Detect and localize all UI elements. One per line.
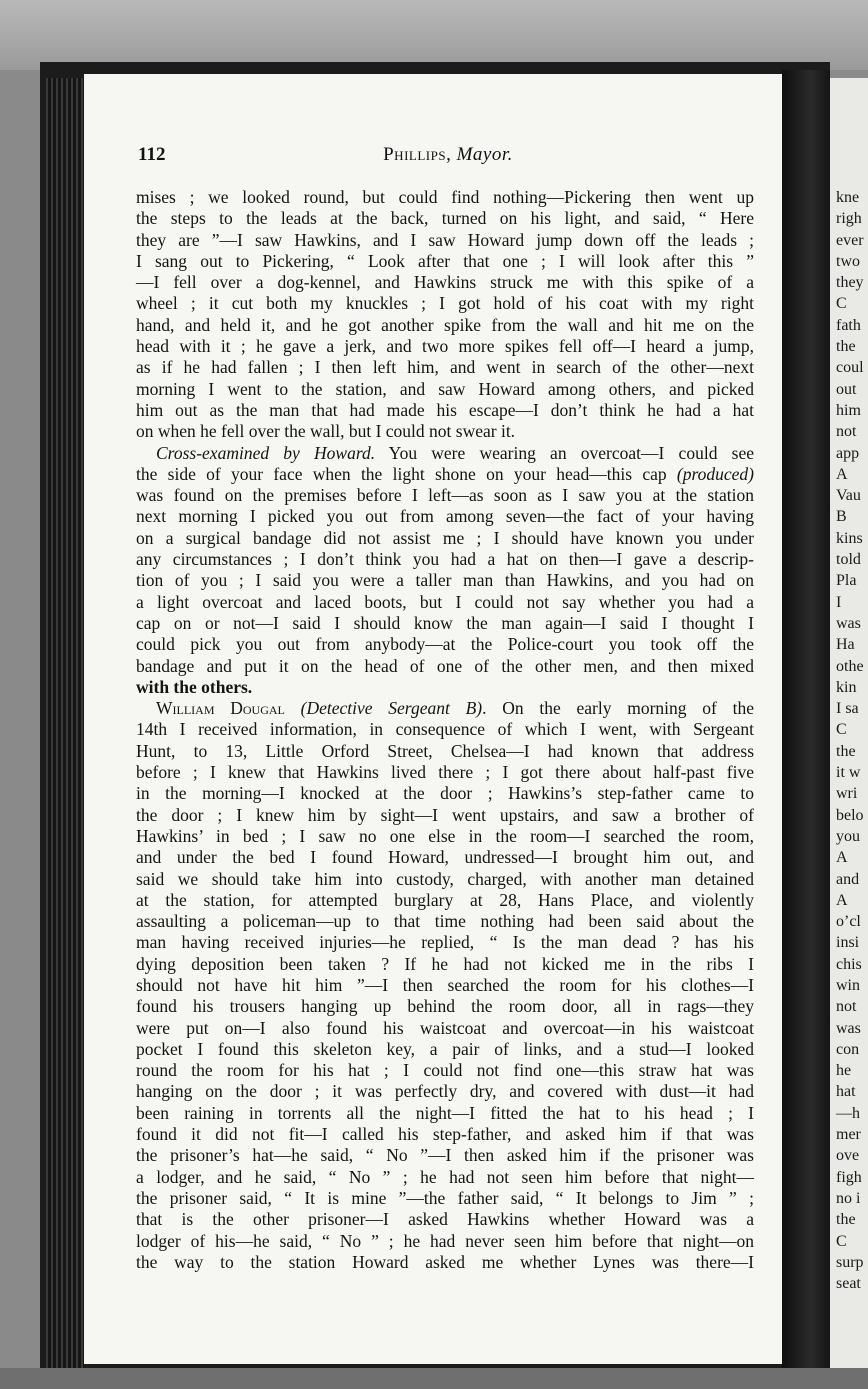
text-line: next morning I picked you out from among seven—the fact of your having <box>136 506 754 527</box>
right-page-fragment: coul <box>836 359 864 377</box>
text-line: morning I went to the station, and saw Howard among others, and picked <box>136 378 754 399</box>
text-line: round the room for his hat ; I could not find one—this straw hat was <box>136 1060 754 1081</box>
right-page-fragment: told <box>836 551 861 569</box>
right-page-fragment: I sa <box>836 700 859 718</box>
right-page-fragment: and <box>836 870 860 888</box>
text-line: dying deposition been taken ? If he had not kicked me in the ribs I <box>136 953 754 974</box>
text-line: in the morning—I knocked at the door ; Hawkins’s step-father came to <box>136 783 754 804</box>
right-page-fragment: chis <box>836 955 862 973</box>
right-page-fragment: the <box>836 1211 856 1229</box>
text-line: on when he fell over the wall, but I could not swear it. <box>136 421 516 442</box>
right-page-fragment: ever <box>836 231 864 249</box>
text-line: that is the other prisoner—I asked Hawkins whether Howard was a <box>136 1209 754 1230</box>
right-page-fragment: —h <box>836 1104 860 1122</box>
text-line: hanging on the door ; it was perfectly dry, and covered with dust—it had <box>136 1081 754 1102</box>
text-line: a lodger, and he said, “ No ” ; he had not seen him before that night— <box>136 1166 754 1187</box>
right-page-fragment: othe <box>836 657 864 675</box>
text-line: with the others. <box>136 676 253 697</box>
right-page-fragment: the <box>836 338 856 356</box>
text-line: hand, and held it, and he got another spike from the wall and hit me on the <box>136 314 754 335</box>
text-line: Hawkins’ in bed ; I saw no one else in the room—I searched the room, <box>136 825 754 846</box>
text-line: was found on the premises before I left—as soon as I saw you at the station <box>136 485 754 506</box>
right-page-fragment: was <box>836 614 861 632</box>
text-line: the steps to the leads at the back, turned on his light, and said, “ Here <box>136 208 754 229</box>
text-line: —I fell over a dog-kennel, and Hawkins struck me with this spike of a <box>136 272 754 293</box>
text-line: on a surgical bandage did not assist me ; I should have known you under <box>136 527 754 548</box>
text-line: bandage and put it on the head of one of the other men, and then mixed <box>136 655 754 676</box>
running-head <box>138 144 758 166</box>
right-page-fragment: A <box>836 465 848 483</box>
text-line: William Dougal (Detective Sergeant B). On the early morning of the <box>156 698 754 719</box>
scan-background-top <box>0 0 868 70</box>
right-page-fragment: C <box>836 721 847 739</box>
text-line: pocket I found this skeleton key, a pair of links, and a stud—I looked <box>136 1038 754 1059</box>
text-line: mises ; we looked round, but could find nothing—Pickering then went up <box>136 187 754 207</box>
right-page-fragment: it w <box>836 764 861 782</box>
right-page-fragment: he <box>836 1062 852 1080</box>
right-page-fragment: Ha <box>836 636 855 654</box>
text-line: Hunt, to 13, Little Orford Street, Chelsea—I had known that address <box>136 740 754 761</box>
text-line: as if he had fallen ; I then left him, and went in search of the other—next <box>136 357 754 378</box>
text-line: the door ; I knew him by sight—I went upstairs, and saw a brother of <box>136 804 754 825</box>
right-page-fragment: belo <box>836 806 864 824</box>
text-line: were put on—I also found his waistcoat and overcoat—in his waistcoat <box>136 1017 754 1038</box>
right-page-fragment: figh <box>836 1168 862 1186</box>
right-page-fragment: out <box>836 380 857 398</box>
right-page-fragment: the <box>836 742 856 760</box>
right-page-fragment: ove <box>836 1147 860 1165</box>
text-line: cap on or not—I said I should know the man again—I said I thought I <box>136 612 754 633</box>
text-line: any circumstances ; I don’t think you had a hat on then—I gave a descrip- <box>136 549 754 570</box>
running-head-name: Phillips, <box>383 144 452 165</box>
right-page-fragment: o’cl <box>836 913 861 931</box>
right-page-fragment: A <box>836 891 848 909</box>
book-gutter <box>782 70 830 1370</box>
page-number: 112 <box>138 144 166 165</box>
right-page-text <box>836 187 868 1294</box>
text-line: lodger of his—he said, “ No ” ; he had never seen him before that night—on <box>136 1230 754 1251</box>
right-page-fragment: surp <box>836 1253 864 1271</box>
text-line: found it did not fit—I called his step-father, and asked him if that was <box>136 1124 754 1145</box>
right-page-fragment: they <box>836 274 864 292</box>
text-line: been raining in torrents all the night—I fitted the hat to his head ; I <box>136 1102 754 1123</box>
right-page-fragment: kin <box>836 678 857 696</box>
text-line: could pick you out from anybody—at the Police-court you took off the <box>136 634 754 655</box>
text-line: 14th I received information, in consequence of which I went, with Sergeant <box>136 719 754 740</box>
text-line: at the station, for attempted burglary at 28, Hans Place, and violently <box>136 889 754 910</box>
right-page-fragment: no i <box>836 1189 861 1207</box>
right-page-fragment: wri <box>836 785 858 803</box>
text-line: the way to the station Howard asked me whether Lynes was there—I <box>136 1251 754 1272</box>
text-line: the prisoner’s hat—he said, “ No ”—I then asked him if the prisoner was <box>136 1145 754 1166</box>
right-page-fragment: righ <box>836 210 862 228</box>
right-page-fragment: A <box>836 849 848 867</box>
text-line: Cross-examined by Howard. You were wearing an overcoat—I could see <box>156 442 754 463</box>
text-line: they are ”—I saw Hawkins, and I saw Howard jump down off the leads ; <box>136 229 754 250</box>
text-line: wheel ; it cut both my knuckles ; I got hold of his coat with my right <box>136 293 754 314</box>
right-page-fragment: kne <box>836 189 860 206</box>
page-edges <box>46 78 84 1368</box>
text-line: assaulting a policeman—up to that time nothing had been said about the <box>136 911 754 932</box>
right-page-fragment: not <box>836 998 857 1016</box>
text-line: him out as the man that had made his escape—I don’t think he had a hat <box>136 399 754 420</box>
right-page-fragment: con <box>836 1040 860 1058</box>
right-page-fragment: mer <box>836 1126 861 1144</box>
right-page-fragment: was <box>836 1019 861 1037</box>
running-head-title: Mayor. <box>456 144 513 165</box>
text-line: said we should take him into custody, charged, with another man detained <box>136 868 754 889</box>
right-page-fragment: seat <box>836 1275 861 1293</box>
text-line: before ; I knew that Hawkins lived there ; I got there about half-past five <box>136 762 754 783</box>
right-page-fragment: hat <box>836 1083 856 1101</box>
right-page-fragment: not <box>836 423 857 441</box>
right-page-fragment: him <box>836 401 861 419</box>
scan-background-bottom <box>0 1368 868 1389</box>
body-text <box>136 187 754 1273</box>
right-page-fragment: app <box>836 444 860 462</box>
right-page-fragment: win <box>836 976 860 994</box>
right-page-fragment: I <box>836 593 842 611</box>
right-page-fragment: you <box>836 827 860 845</box>
text-line: I sang out to Pickering, “ Look after that one ; I will look after this ” <box>136 250 754 271</box>
right-page-fragment: Vau <box>836 487 861 505</box>
page-header <box>138 144 758 174</box>
right-page-fragment: Pla <box>836 572 857 590</box>
text-line: tion of you ; I said you were a taller man than Hawkins, and you had on <box>136 570 754 591</box>
text-line: a light overcoat and laced boots, but I could not say whether you had a <box>136 591 754 612</box>
text-line: and under the bed I found Howard, undressed—I brought him out, and <box>136 847 754 868</box>
right-page-fragment: C <box>836 1232 847 1250</box>
right-page-fragment: kins <box>836 529 863 547</box>
text-line: head with it ; he gave a jerk, and two more spikes fell off—I heard a jump, <box>136 336 754 357</box>
right-page-fragment: C <box>836 295 847 313</box>
text-line: the prisoner said, “ It is mine ”—the father said, “ It belongs to Jim ” ; <box>136 1187 754 1208</box>
text-line: found his trousers hanging up behind the room door, all in rags—they <box>136 996 754 1017</box>
right-page-fragment: B <box>836 508 847 526</box>
right-page-fragment: insi <box>836 934 860 952</box>
text-line: man having received injuries—he replied, “ Is the man dead ? has his <box>136 932 754 953</box>
right-page-fragment: two <box>836 252 860 270</box>
right-page-fragment: fath <box>836 316 861 334</box>
text-line: should not have hit him ”—I then searched the room for his clothes—I <box>136 974 754 995</box>
text-line: the side of your face when the light shone on your head—this cap (produced) <box>136 463 754 484</box>
